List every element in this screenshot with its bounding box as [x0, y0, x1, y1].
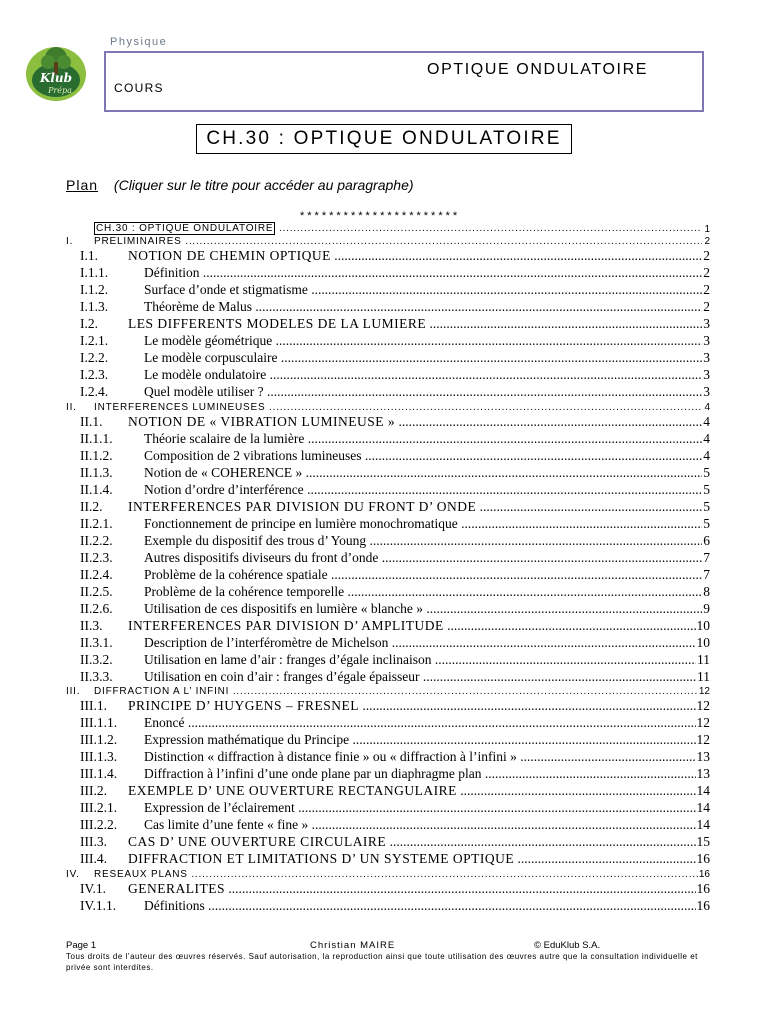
toc-entry-number: I.1. — [80, 248, 98, 263]
toc-entry-page: 4 — [703, 413, 710, 429]
toc-entry-title[interactable]: CAS D’ UNE OUVERTURE CIRCULAIRE — [128, 834, 387, 849]
toc-entry-leader — [66, 236, 702, 247]
toc-entry-title[interactable]: Composition de 2 vibrations lumineuses — [144, 447, 362, 463]
toc-entry-page: 16 — [698, 868, 710, 880]
toc-entry-number: I. — [66, 236, 74, 247]
toc-entry-number: III.1.2. — [80, 732, 118, 747]
toc-entry-leader — [66, 431, 702, 447]
toc-entry-page: 13 — [696, 749, 710, 764]
toc-entry-leader — [66, 367, 702, 383]
toc-entry-leader — [66, 881, 702, 897]
toc-entry-leader — [66, 533, 702, 549]
toc-entry-title[interactable]: Utilisation de ces dispositifs en lumière « blanche » — [144, 600, 423, 616]
toc-entry[interactable] — [66, 447, 710, 464]
toc-entry-title[interactable]: Le modèle géométrique — [144, 333, 273, 348]
toc-entry-leader — [66, 686, 702, 697]
toc-entry-leader — [66, 567, 702, 583]
toc-entry-leader — [66, 248, 702, 264]
toc-entry-page: 3 — [703, 333, 710, 348]
toc-entry-number: II.2.2. — [80, 532, 113, 548]
klub-prepa-logo — [24, 42, 88, 102]
toc-entry-title[interactable]: Le modèle ondulatoire — [144, 367, 267, 382]
toc-entry-title[interactable]: PRINCIPE D’ HUYGENS – FRESNEL — [128, 698, 360, 713]
toc-entry-title[interactable]: Autres dispositifs diviseurs du front d’onde — [144, 549, 379, 565]
toc-entry-title[interactable]: Utilisation en lame d’air : franges d’égale inclinaison — [144, 651, 432, 667]
toc-entry-leader — [66, 499, 702, 515]
toc-entry-leader — [66, 550, 702, 566]
toc-entry-title[interactable]: Cas limite d’une fente « fine » — [144, 817, 309, 832]
toc-entry-number: III.2.1. — [80, 800, 118, 815]
toc-entry-number: II.2.1. — [80, 515, 113, 531]
toc-entry-number: I.2.4. — [80, 384, 109, 399]
toc-entry-number: IV.1. — [80, 880, 107, 896]
toc-entry[interactable] — [66, 583, 710, 600]
toc-entry-title[interactable]: Théorie scalaire de la lumière — [144, 430, 305, 446]
toc-entry-page: 10 — [696, 617, 710, 633]
chapter-title: CH.30 : OPTIQUE ONDULATOIRE — [196, 124, 572, 154]
toc-entry-number: III.2.2. — [80, 817, 118, 832]
toc-entry-number: II.3.2. — [80, 651, 113, 667]
toc-entry-page: 5 — [703, 498, 710, 514]
toc-entry[interactable] — [66, 714, 710, 731]
toc-entry-title[interactable]: Expression mathématique du Principe — [144, 732, 350, 747]
toc-entry-title[interactable]: Description de l’interféromètre de Michelson — [144, 634, 389, 650]
toc-entry-leader — [66, 465, 702, 481]
header-type: COURS — [114, 81, 164, 95]
toc-entry-number: II.1.1. — [80, 430, 113, 446]
toc-entry-leader — [66, 222, 702, 235]
toc-entry-number: III. — [66, 686, 81, 697]
toc-entry-title[interactable]: Exemple du dispositif des trous d’ Young — [144, 532, 367, 548]
toc-entry[interactable] — [66, 481, 710, 498]
toc-entry[interactable] — [66, 600, 710, 617]
toc-entry-number: I.1.3. — [80, 299, 109, 314]
toc-entry-page: 14 — [696, 783, 710, 798]
toc-entry-leader — [66, 817, 702, 833]
header-subject: Physique — [110, 36, 168, 48]
toc-entry[interactable] — [66, 782, 710, 799]
toc-entry-number: II.1.3. — [80, 464, 113, 480]
toc-entry-leader — [66, 669, 702, 685]
toc-entry-title[interactable]: Notion d’ordre d’interférence — [144, 481, 304, 497]
table-of-contents — [66, 222, 710, 914]
toc-entry-page: 7 — [703, 549, 710, 565]
toc-entry-page: 16 — [696, 897, 710, 913]
toc-entry[interactable] — [66, 383, 710, 400]
svg-text:Prépa: Prépa — [48, 86, 72, 95]
toc-entry[interactable] — [66, 880, 710, 897]
toc-entry-page: 1 — [704, 223, 710, 235]
toc-entry-number: II.2.3. — [80, 549, 113, 565]
toc-entry-number: III.1.1. — [80, 715, 118, 730]
header-title: OPTIQUE ONDULATOIRE — [427, 61, 648, 78]
toc-entry-page: 14 — [696, 817, 710, 832]
toc-entry-page: 12 — [698, 686, 710, 697]
toc-entry[interactable] — [66, 697, 710, 714]
toc-entry[interactable] — [66, 731, 710, 748]
toc-entry[interactable] — [66, 281, 710, 298]
toc-entry-number: II. — [66, 401, 77, 413]
toc-entry-number: II.3. — [80, 617, 103, 633]
toc-entry-title[interactable]: Problème de la cohérence temporelle — [144, 583, 345, 599]
toc-entry-page: 9 — [703, 600, 710, 616]
toc-entry-number: II.2.4. — [80, 566, 113, 582]
toc-entry[interactable] — [66, 315, 710, 332]
toc-entry-title[interactable]: CH.30 : OPTIQUE ONDULATOIRE — [96, 222, 274, 234]
toc-entry-leader — [66, 333, 702, 349]
toc-entry-title[interactable]: NOTION DE « VIBRATION LUMINEUSE » — [128, 413, 396, 429]
toc-entry-number: III.1.4. — [80, 766, 118, 781]
header-box — [104, 51, 704, 112]
toc-entry-title[interactable]: Définition — [144, 265, 200, 280]
toc-entry-page: 4 — [703, 447, 710, 463]
toc-entry-title[interactable]: Surface d’onde et stigmatisme — [144, 282, 308, 297]
toc-entry[interactable] — [66, 532, 710, 549]
toc-entry-number: II.1.4. — [80, 481, 113, 497]
toc-entry[interactable] — [66, 748, 710, 765]
toc-entry-page: 7 — [703, 566, 710, 582]
toc-entry[interactable] — [66, 515, 710, 532]
toc-entry-leader — [66, 482, 702, 498]
toc-entry-leader — [66, 350, 702, 366]
toc-entry-leader — [66, 834, 702, 850]
toc-entry[interactable] — [66, 222, 710, 235]
stars-separator: ********************** — [300, 210, 461, 222]
toc-entry-title[interactable]: Problème de la cohérence spatiale — [144, 566, 328, 582]
toc-entry-leader — [66, 384, 702, 400]
toc-entry-number: IV.1.1. — [80, 897, 117, 913]
toc-entry-page: 2 — [703, 282, 710, 297]
toc-entry-page: 16 — [696, 880, 710, 896]
toc-entry-leader — [66, 783, 702, 799]
toc-entry-title[interactable]: Distinction « diffraction à distance finie » ou « diffraction à l’infini » — [144, 749, 517, 764]
toc-entry-title[interactable]: Fonctionnement de principe en lumière monochromatique — [144, 515, 458, 531]
toc-entry-number: IV. — [66, 868, 80, 880]
toc-entry-leader — [66, 898, 702, 914]
toc-entry-leader — [66, 402, 702, 413]
toc-entry-page: 2 — [703, 248, 710, 263]
toc-entry-page: 2 — [703, 265, 710, 280]
toc-entry-leader — [66, 800, 702, 816]
toc-entry-page: 8 — [703, 583, 710, 599]
toc-entry-title[interactable]: INTERFERENCES PAR DIVISION DU FRONT D’ ONDE — [128, 498, 477, 514]
toc-entry-title[interactable]: Quel modèle utiliser ? — [144, 384, 264, 399]
toc-entry-number: III.1. — [80, 698, 107, 713]
footer-copyright: © EduKlub S.A. — [534, 940, 601, 951]
toc-entry-page: 14 — [696, 800, 710, 815]
toc-entry-number: II.2.6. — [80, 600, 113, 616]
toc-entry-page: 2 — [703, 299, 710, 314]
toc-entry[interactable] — [66, 549, 710, 566]
toc-entry-title[interactable]: Expression de l’éclairement — [144, 800, 295, 815]
toc-entry-title[interactable]: Utilisation en coin d’air : franges d’égale épaisseur — [144, 668, 420, 684]
toc-entry-leader — [66, 618, 702, 634]
toc-entry-title[interactable]: RESEAUX PLANS — [94, 868, 188, 880]
toc-entry-title[interactable]: Théorème de Malus — [144, 299, 252, 314]
toc-entry-page: 15 — [696, 834, 710, 849]
toc-entry[interactable] — [66, 413, 710, 430]
toc-entry[interactable] — [66, 765, 710, 782]
toc-entry-page: 5 — [703, 464, 710, 480]
plan-hint: (Cliquer sur le titre pour accéder au paragraphe) — [113, 177, 414, 193]
toc-entry[interactable] — [66, 617, 710, 634]
toc-entry-title[interactable]: Notion de « COHERENCE » — [144, 464, 303, 480]
toc-entry-page: 3 — [703, 384, 710, 399]
toc-entry-leader — [66, 282, 702, 298]
toc-entry[interactable] — [66, 816, 710, 833]
toc-entry-number: II.1. — [80, 413, 103, 429]
toc-entry-title[interactable]: INTERFERENCES PAR DIVISION D’ AMPLITUDE — [128, 617, 444, 633]
toc-entry-number: II.3.1. — [80, 634, 113, 650]
toc-entry-leader — [66, 516, 702, 532]
toc-entry-leader — [66, 299, 702, 315]
logo-text: Klub — [39, 71, 73, 85]
toc-entry-leader — [66, 265, 702, 281]
toc-entry-number: II.2. — [80, 498, 103, 514]
toc-entry-number: II.1.2. — [80, 447, 113, 463]
toc-entry-page: 5 — [703, 515, 710, 531]
toc-entry-leader — [66, 316, 702, 332]
toc-entry-page: 6 — [703, 532, 710, 548]
toc-entry-leader — [66, 635, 702, 651]
toc-entry-title[interactable]: DIFFRACTION ET LIMITATIONS D’ UN SYSTEME OPTIQUE — [128, 851, 515, 866]
toc-entry-page: 10 — [696, 634, 710, 650]
toc-entry[interactable] — [66, 366, 710, 383]
toc-entry-number: III.3. — [80, 834, 107, 849]
toc-entry-title[interactable]: INTERFERENCES LUMINEUSES — [94, 401, 266, 413]
toc-entry-title[interactable]: EXEMPLE D’ UNE OUVERTURE RECTANGULAIRE — [128, 783, 457, 798]
toc-entry[interactable] — [66, 400, 710, 413]
toc-entry[interactable] — [66, 799, 710, 816]
toc-entry-title[interactable]: DIFFRACTION A L’ INFINI — [94, 686, 230, 697]
toc-entry-title[interactable]: NOTION DE CHEMIN OPTIQUE — [128, 248, 331, 263]
footer-author: Christian MAIRE — [310, 940, 396, 951]
toc-entry[interactable] — [66, 685, 710, 698]
toc-entry-page: 12 — [696, 732, 710, 747]
toc-entry-title[interactable]: Diffraction à l’infini d’une onde plane par un diaphragme plan — [144, 766, 482, 781]
toc-entry-leader — [66, 749, 702, 765]
toc-entry[interactable] — [66, 298, 710, 315]
toc-entry[interactable] — [66, 668, 710, 685]
toc-entry-page: 12 — [696, 698, 710, 713]
toc-entry-leader — [66, 766, 702, 782]
toc-entry-number: II.2.5. — [80, 583, 113, 599]
toc-entry[interactable] — [66, 235, 710, 248]
toc-entry[interactable] — [66, 833, 710, 850]
toc-entry-number: III.2. — [80, 783, 107, 798]
toc-entry-page: 16 — [696, 851, 710, 866]
toc-entry[interactable] — [66, 566, 710, 583]
toc-entry-leader — [66, 851, 702, 867]
toc-entry[interactable] — [66, 651, 710, 668]
toc-entry-title[interactable]: Enoncé — [144, 715, 185, 730]
toc-entry-title[interactable]: Définitions — [144, 897, 205, 913]
toc-entry-title[interactable]: LES DIFFERENTS MODELES DE LA LUMIERE — [128, 316, 427, 331]
footer-rights: Tous droits de l’auteur des œuvres réservés. Sauf autorisation, la reproduction ainsi que toute utilisation des œuvres autre que la consultation individuelle et privée sont interdites. — [66, 952, 698, 972]
plan-line — [66, 177, 414, 193]
toc-entry[interactable] — [66, 867, 710, 880]
toc-entry[interactable] — [66, 430, 710, 447]
toc-entry-number: I.2. — [80, 316, 98, 331]
toc-entry[interactable] — [66, 349, 710, 366]
toc-entry[interactable] — [66, 264, 710, 281]
toc-entry-page: 11 — [697, 651, 710, 667]
toc-entry-leader — [66, 732, 702, 748]
toc-entry[interactable] — [66, 634, 710, 651]
plan-label: Plan — [66, 177, 99, 193]
toc-entry-title[interactable]: GENERALITES — [128, 880, 225, 896]
toc-entry-number: I.1.2. — [80, 282, 109, 297]
toc-entry-page: 3 — [703, 350, 710, 365]
toc-entry-page: 4 — [703, 430, 710, 446]
toc-entry[interactable] — [66, 464, 710, 481]
toc-entry-number: II.3.3. — [80, 668, 113, 684]
toc-entry-leader — [66, 652, 702, 668]
toc-entry-page: 3 — [703, 316, 710, 331]
toc-entry[interactable] — [66, 498, 710, 515]
toc-entry-leader — [66, 584, 702, 600]
toc-entry-page: 5 — [703, 481, 710, 497]
toc-entry-number: I.2.3. — [80, 367, 109, 382]
toc-entry-title[interactable]: Le modèle corpusculaire — [144, 350, 278, 365]
toc-entry[interactable] — [66, 247, 710, 264]
toc-entry-page: 13 — [696, 766, 710, 781]
toc-entry-title[interactable]: PRELIMINAIRES — [94, 236, 182, 247]
toc-entry-leader — [66, 869, 702, 880]
toc-entry-page: 4 — [704, 401, 710, 413]
toc-entry-leader — [66, 448, 702, 464]
toc-entry-leader — [66, 601, 702, 617]
toc-entry[interactable] — [66, 850, 710, 867]
toc-entry-number: III.4. — [80, 851, 107, 866]
toc-entry[interactable] — [66, 897, 710, 914]
toc-entry-number: I.2.2. — [80, 350, 109, 365]
toc-entry-page: 2 — [704, 236, 710, 247]
toc-entry-page: 11 — [697, 668, 710, 684]
toc-entry[interactable] — [66, 332, 710, 349]
toc-entry-leader — [66, 698, 702, 714]
toc-entry-leader — [66, 715, 702, 731]
toc-entry-number: I.1.1. — [80, 265, 109, 280]
toc-entry-leader — [66, 414, 702, 430]
footer-page: Page 1 — [66, 940, 97, 951]
toc-entry-page: 3 — [703, 367, 710, 382]
toc-entry-page: 12 — [696, 715, 710, 730]
toc-entry-number: I.2.1. — [80, 333, 109, 348]
toc-entry-number: III.1.3. — [80, 749, 118, 764]
